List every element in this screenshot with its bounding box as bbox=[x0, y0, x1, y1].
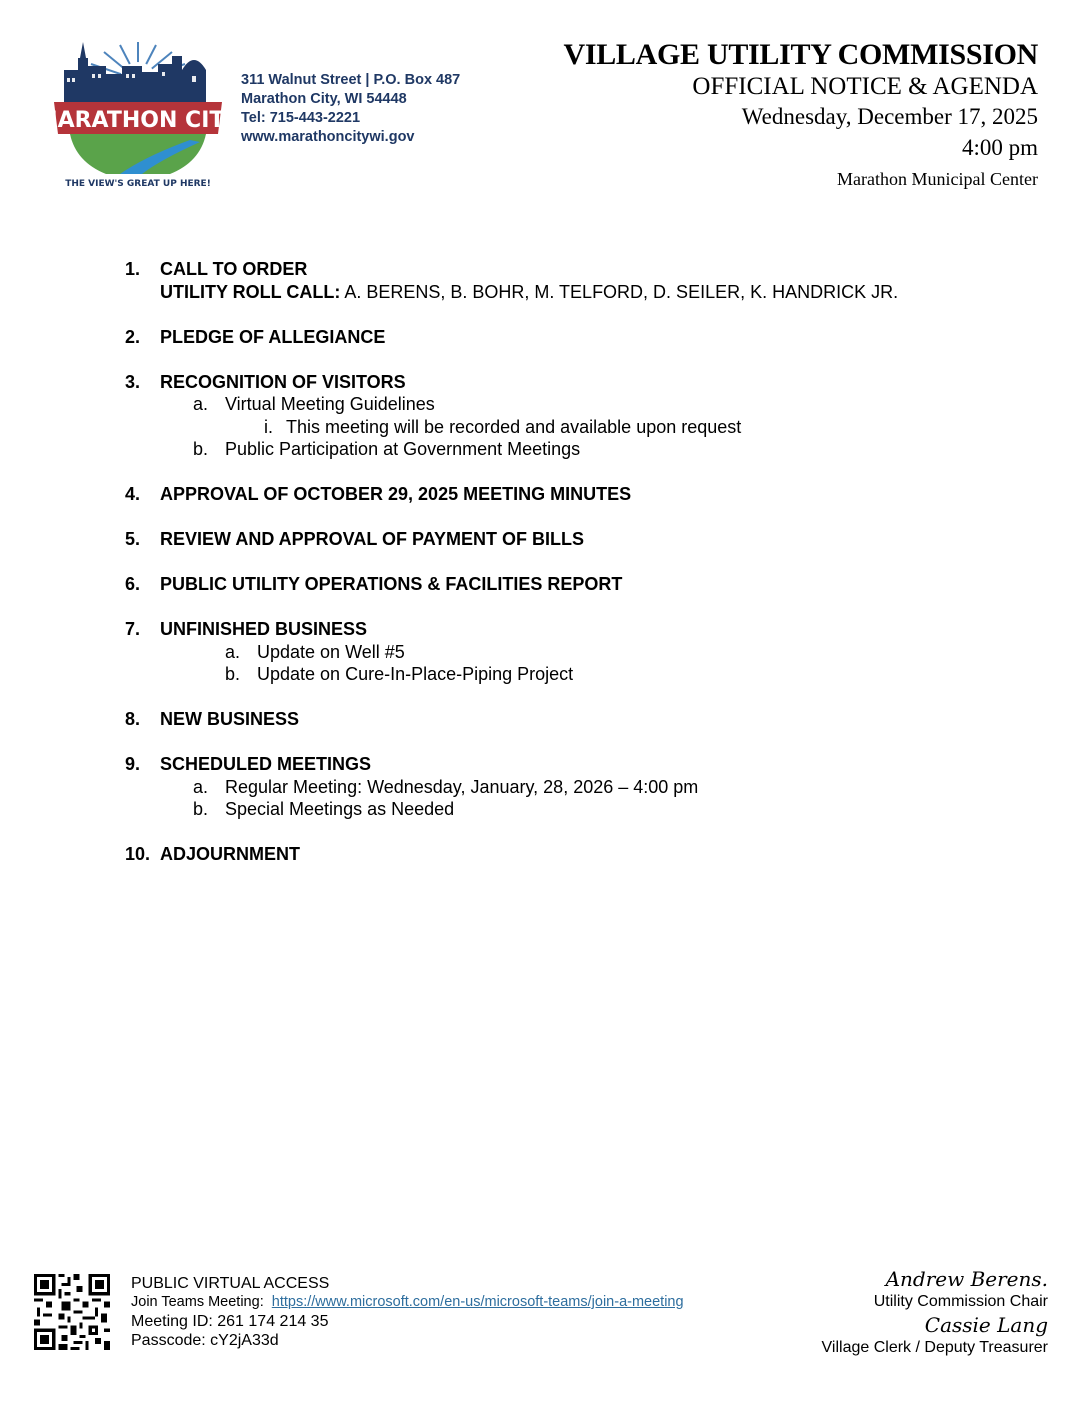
agenda-subitem: a. Regular Meeting: Wednesday, January, 28, 2026 – 4:00 pm bbox=[193, 776, 699, 797]
meeting-date: Wednesday, December 17, 2025 bbox=[741, 104, 1038, 129]
meeting-id: Meeting ID: 261 174 214 35 bbox=[131, 1313, 329, 1330]
agenda-item: 9. SCHEDULED MEETINGS a. Regular Meeting: Wednesday, January, 28, 2026 – 4:00 pm b. Special Meetings as Needed bbox=[125, 753, 955, 821]
virtual-access-block bbox=[131, 1274, 684, 1350]
agenda-item-title: CALL TO ORDER bbox=[160, 259, 308, 279]
agenda-item-title: SCHEDULED MEETINGS bbox=[160, 754, 372, 774]
agenda-item-title: APPROVAL OF OCTOBER 29, 2025 MEETING MINUTES bbox=[160, 484, 632, 504]
logo-tagline: THE VIEW'S GREAT UP HERE! bbox=[65, 179, 211, 189]
agenda-item-title: UNFINISHED BUSINESS bbox=[160, 619, 368, 639]
join-label: Join Teams Meeting: bbox=[131, 1294, 264, 1310]
agenda-item: 5. REVIEW AND APPROVAL OF PAYMENT OF BILLS bbox=[125, 528, 955, 551]
virtual-access-title: PUBLIC VIRTUAL ACCESS bbox=[131, 1275, 330, 1292]
agenda-item-title: PUBLIC UTILITY OPERATIONS & FACILITIES REPORT bbox=[160, 574, 623, 594]
roll-call: UTILITY ROLL CALL: A. BERENS, B. BOHR, M. TELFORD, D. SEILER, K. HANDRICK JR. bbox=[160, 281, 899, 302]
page-subtitle: OFFICIAL NOTICE & AGENDA bbox=[692, 73, 1038, 100]
agenda-item: 4. APPROVAL OF OCTOBER 29, 2025 MEETING MINUTES bbox=[125, 483, 955, 506]
meeting-passcode: Passcode: cY2jA33d bbox=[131, 1332, 279, 1349]
agenda-list bbox=[125, 258, 955, 888]
page-title: VILLAGE UTILITY COMMISSION bbox=[563, 38, 1038, 71]
agenda-subitem: a. Virtual Meeting Guidelines bbox=[193, 394, 435, 414]
agenda-subitem: b. Special Meetings as Needed bbox=[193, 799, 455, 819]
agenda-item: 2. PLEDGE OF ALLEGIANCE bbox=[125, 326, 955, 349]
clerk-signature: Cassie Lang bbox=[924, 1313, 1048, 1337]
address-street: 311 Walnut Street | P.O. Box 487 bbox=[241, 72, 461, 88]
chair-role: Utility Commission Chair bbox=[873, 1293, 1048, 1310]
agenda-item-title: PLEDGE OF ALLEGIANCE bbox=[160, 326, 386, 347]
agenda-item-title: ADJOURNMENT bbox=[160, 844, 301, 864]
address-website[interactable]: www.marathoncitywi.gov bbox=[241, 129, 415, 145]
qr-code-icon[interactable] bbox=[34, 1274, 110, 1350]
agenda-item: 8. NEW BUSINESS bbox=[125, 708, 955, 731]
agenda-item: 6. PUBLIC UTILITY OPERATIONS & FACILITIES REPORT bbox=[125, 573, 955, 596]
address-block bbox=[241, 71, 460, 147]
signature-block bbox=[822, 1266, 1048, 1358]
logo-text: MARATHON CITY bbox=[35, 108, 241, 133]
chair-signature: Andrew Berens. bbox=[885, 1267, 1048, 1291]
agenda-item-title: REVIEW AND APPROVAL OF PAYMENT OF BILLS bbox=[160, 529, 585, 549]
agenda-item: 1. CALL TO ORDER UTILITY ROLL CALL: A. BERENS, B. BOHR, M. TELFORD, D. SEILER, K. HANDRICK JR. bbox=[125, 258, 955, 303]
meeting-location: Marathon Municipal Center bbox=[837, 169, 1038, 189]
title-block bbox=[563, 38, 1038, 192]
agenda-item-title: NEW BUSINESS bbox=[160, 709, 300, 729]
agenda-subitem: b. Update on Cure-In-Place-Piping Project bbox=[225, 664, 574, 684]
marathon-city-logo bbox=[35, 36, 241, 189]
agenda-item: 10. ADJOURNMENT bbox=[125, 843, 955, 866]
clerk-role: Village Clerk / Deputy Treasurer bbox=[821, 1339, 1048, 1356]
agenda-item: 7. UNFINISHED BUSINESS a. Update on Well #5 b. Update on Cure-In-Place-Piping Project bbox=[125, 618, 955, 686]
agenda-subitem: a. Update on Well #5 bbox=[225, 641, 405, 662]
agenda-subsubitem: i. This meeting will be recorded and available upon request bbox=[264, 416, 742, 437]
join-teams-link[interactable]: https://www.microsoft.com/en-us/microsoft-teams/join-a-meeting bbox=[271, 1294, 684, 1310]
address-city: Marathon City, WI 54448 bbox=[241, 91, 407, 107]
agenda-item: 3. RECOGNITION OF VISITORS a. Virtual Meeting Guidelines i. This meeting will be recorded and available upon request b. Public Participation at Government Meetings bbox=[125, 371, 955, 461]
agenda-item-title: RECOGNITION OF VISITORS bbox=[160, 371, 406, 392]
meeting-time: 4:00 pm bbox=[961, 135, 1038, 160]
address-phone: Tel: 715-443-2221 bbox=[241, 110, 361, 126]
agenda-subitem: b. Public Participation at Government Meetings bbox=[193, 439, 581, 459]
